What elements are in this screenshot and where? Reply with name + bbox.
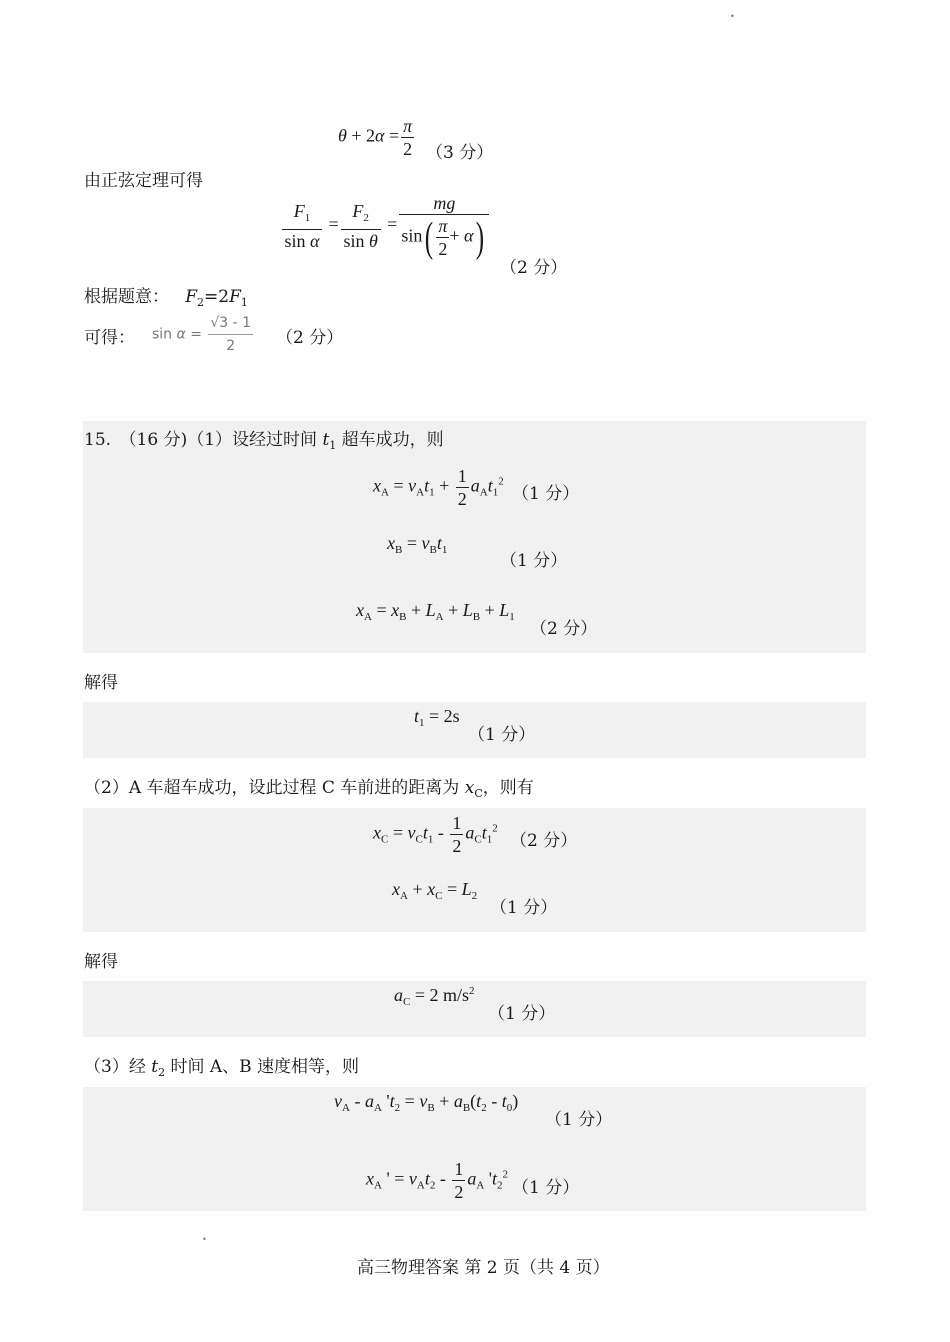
score-label: （2 分）	[500, 258, 568, 278]
text-part-3: （3）经 $t_2$ 时间 A、B 速度相等，则	[84, 1057, 360, 1079]
page-footer: 高三物理答案 第 2 页（共 4 页）	[357, 1258, 610, 1278]
equation-theta: θ + 2α = $\frac{\pi}{2}$	[338, 116, 413, 159]
equation-xA-prime: $x_A$ ' = $v_At_2$ - $\frac{1}{2}$ $a_A$ '$t_2^2$	[366, 1159, 509, 1202]
score-label: （1 分）	[488, 1004, 556, 1024]
score-label: （1 分）	[512, 1178, 580, 1198]
text-solve: 解得	[84, 952, 118, 972]
equation-sine-law: $\frac{F_1}{\text{sin α}}$ = $\frac{F_2}{\text{sin θ}}$ = mg sin( $\frac{\pi}{2}$ + α)	[280, 192, 491, 260]
equation-aC: $a_C = 2$ $m/s^2$	[394, 985, 475, 1008]
equation-t1: $t_1 = 2s$	[414, 706, 460, 729]
score-label: （1 分）	[545, 1110, 613, 1130]
score-label: （2 分）	[276, 328, 344, 348]
question-15-header: 15. （16 分)（1）设经过时间 $t_1$ 超车成功，则	[84, 430, 444, 452]
equation-xB: $x_B = v_Bt_1$	[387, 533, 448, 556]
score-label: （2 分）	[530, 619, 598, 639]
score-label: （3 分）	[426, 143, 494, 163]
score-label: （1 分）	[500, 551, 568, 571]
text-solve: 解得	[84, 673, 118, 693]
stray-mark: •	[730, 12, 735, 21]
score-label: （2 分）	[510, 831, 578, 851]
score-label: （1 分）	[512, 484, 580, 504]
equation-xC: $x_C = v_Ct_1$ - $\frac{1}{2}$ $a_Ct_1^2$	[373, 813, 498, 856]
equation-xA: $x_A = v_At_1$ + $\frac{1}{2}$ $a_At_1^2$	[373, 466, 504, 509]
stray-mark: •	[202, 1235, 207, 1244]
equation-sin-alpha: sin α = $\frac{√3 - 1}{2}$	[152, 312, 255, 357]
equation-velocity: $v_A - a_A$ '$t_2 = v_B + a_B(t_2 - t_0)$	[334, 1091, 519, 1114]
score-label: （1 分）	[468, 725, 536, 745]
score-label: （1 分）	[490, 898, 558, 918]
text-part-2: （2）A 车超车成功，设此过程 C 车前进的距离为 $x_C$，则有	[84, 778, 534, 800]
equation-L2: $x_A + x_C = L_2$	[392, 879, 478, 902]
text-sine-law: 由正弦定理可得	[84, 171, 203, 191]
text-result-label: 可得：	[84, 328, 135, 348]
text-given: 根据题意： $F_2=2F_1$	[84, 287, 248, 309]
equation-xA-sum: $x_A = x_B + L_A + L_B + L_1$	[356, 600, 515, 623]
